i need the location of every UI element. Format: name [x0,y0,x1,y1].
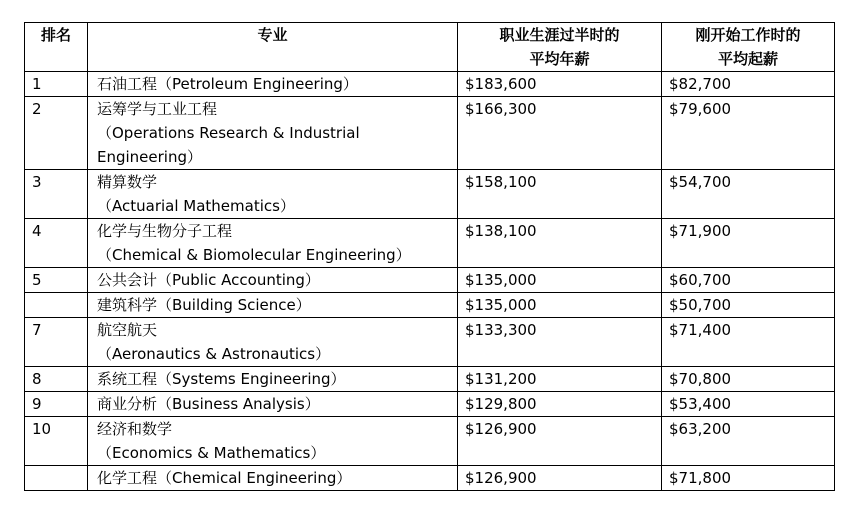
table-row [25,392,835,417]
table-header [25,23,835,72]
table-row [25,170,835,219]
header-mid-career-line2: 平均年薪 [529,50,590,68]
table-row [25,417,835,466]
major-name-line: 化学工程（Chemical Engineering） [97,469,352,487]
mid-career-salary-cell: $135,000 [458,293,662,318]
rank-cell [25,293,88,318]
major-name-line: （Chemical & Biomolecular Engineering） [97,246,411,264]
major-cell [88,219,458,268]
major-cell [88,466,458,491]
major-cell [88,293,458,318]
mid-career-salary-cell: $133,300 [458,318,662,367]
major-name-line: 化学与生物分子工程 [97,222,233,240]
table-row [25,466,835,491]
major-cell [88,417,458,466]
table-body [25,72,835,491]
starting-salary-cell: $60,700 [662,268,835,293]
major-name-line: Engineering） [97,148,203,166]
table-row [25,72,835,97]
header-rank-label: 排名 [40,26,71,44]
starting-salary-cell: $71,900 [662,219,835,268]
header-starting-salary [662,23,835,72]
major-name-line: 建筑科学（Building Science） [97,296,311,314]
major-name-line: 经济和数学 [97,420,173,438]
mid-career-salary-cell: $126,900 [458,417,662,466]
major-name-line: 石油工程（Petroleum Engineering） [97,75,358,93]
starting-salary-cell: $71,800 [662,466,835,491]
major-name-line: 公共会计（Public Accounting） [97,271,320,289]
rank-cell: 10 [25,417,88,466]
rank-cell: 3 [25,170,88,219]
rank-cell: 2 [25,97,88,170]
starting-salary-cell: $54,700 [662,170,835,219]
starting-salary-cell: $53,400 [662,392,835,417]
major-cell [88,268,458,293]
table-row [25,367,835,392]
rank-cell [25,466,88,491]
major-name-line: 航空航天 [97,321,158,339]
salary-table [24,22,835,491]
header-starting-line2: 平均起薪 [717,50,778,68]
header-major [88,23,458,72]
major-cell [88,318,458,367]
mid-career-salary-cell: $129,800 [458,392,662,417]
rank-cell: 9 [25,392,88,417]
mid-career-salary-cell: $183,600 [458,72,662,97]
starting-salary-cell: $50,700 [662,293,835,318]
mid-career-salary-cell: $138,100 [458,219,662,268]
table-row [25,318,835,367]
header-starting-line1: 刚开始工作时的 [695,26,801,44]
major-cell [88,392,458,417]
rank-cell: 4 [25,219,88,268]
starting-salary-cell: $71,400 [662,318,835,367]
major-cell [88,97,458,170]
major-name-line: 精算数学 [97,173,158,191]
rank-cell: 1 [25,72,88,97]
major-name-line: 运筹学与工业工程 [97,100,218,118]
major-cell [88,170,458,219]
rank-cell: 5 [25,268,88,293]
header-mid-career-line1: 职业生涯过半时的 [499,26,620,44]
major-name-line: 商业分析（Business Analysis） [97,395,320,413]
mid-career-salary-cell: $131,200 [458,367,662,392]
starting-salary-cell: $79,600 [662,97,835,170]
major-cell [88,367,458,392]
header-mid-career-salary [458,23,662,72]
rank-cell: 7 [25,318,88,367]
mid-career-salary-cell: $126,900 [458,466,662,491]
header-rank [25,23,88,72]
major-name-line: 系统工程（Systems Engineering） [97,370,346,388]
starting-salary-cell: $82,700 [662,72,835,97]
major-name-line: （Economics & Mathematics） [97,444,326,462]
major-name-line: （Aeronautics & Astronautics） [97,345,331,363]
major-cell [88,72,458,97]
major-name-line: （Actuarial Mathematics） [97,197,295,215]
rank-cell: 8 [25,367,88,392]
table-row [25,219,835,268]
table-row [25,293,835,318]
mid-career-salary-cell: $135,000 [458,268,662,293]
starting-salary-cell: $70,800 [662,367,835,392]
major-name-line: （Operations Research & Industrial [97,124,360,142]
table-row [25,97,835,170]
starting-salary-cell: $63,200 [662,417,835,466]
header-row [25,23,835,72]
mid-career-salary-cell: $158,100 [458,170,662,219]
mid-career-salary-cell: $166,300 [458,97,662,170]
table-row [25,268,835,293]
header-major-label: 专业 [257,26,288,44]
